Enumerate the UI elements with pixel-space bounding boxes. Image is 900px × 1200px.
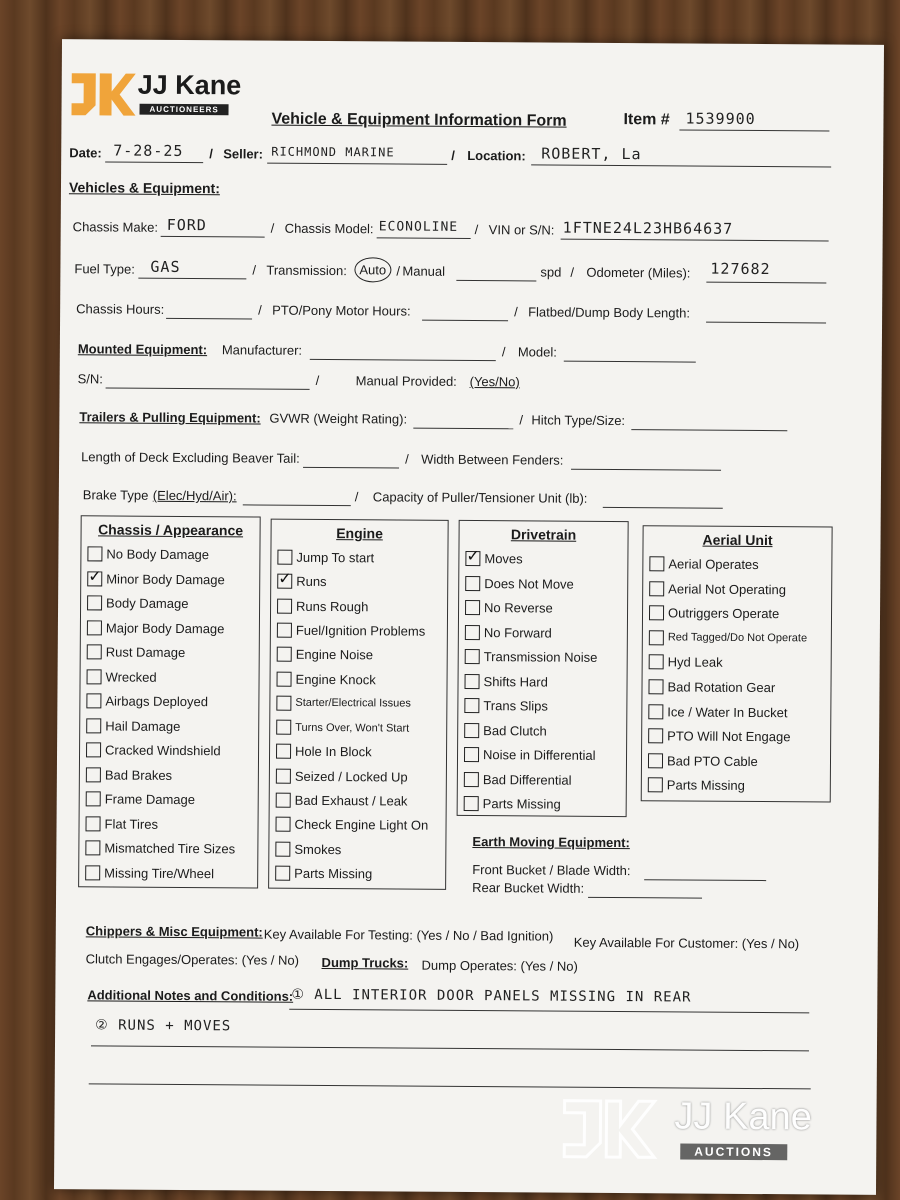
chassis-item-label: No Body Damage xyxy=(106,546,210,563)
vehicles-heading: Vehicles & Equipment: xyxy=(68,179,220,197)
chassis-item-label: Mismatched Tire Sizes xyxy=(104,840,236,857)
engine-item[interactable] xyxy=(275,866,372,882)
brake-options: (Elec/Hyd/Air): xyxy=(152,487,237,504)
engine-item[interactable] xyxy=(275,817,428,833)
capacity-label: Capacity of Puller/Tensioner Unit (lb): xyxy=(372,489,588,506)
manufacturer-label: Manufacturer: xyxy=(221,342,303,358)
aerial-item[interactable] xyxy=(648,679,775,695)
aerial-item[interactable] xyxy=(648,778,745,794)
engine-item-label: Engine Noise xyxy=(295,646,374,663)
engine-item[interactable] xyxy=(275,841,341,856)
aerial-item[interactable] xyxy=(648,704,787,720)
chassis-make-value: FORD xyxy=(166,215,207,235)
drivetrain-item-label: Noise in Differential xyxy=(482,747,596,763)
brand-sub: AUCTIONEERS xyxy=(139,104,228,116)
aerial-checkbox[interactable] xyxy=(649,581,664,596)
engine-item-label: Fuel/Ignition Problems xyxy=(295,622,426,639)
chassis-item[interactable] xyxy=(85,865,214,881)
chassis-item-label: Major Body Damage xyxy=(105,619,225,636)
aerial-checkbox[interactable] xyxy=(648,704,663,719)
chassis-checkbox[interactable] xyxy=(85,840,100,855)
watermark-logo-icon xyxy=(556,1091,667,1166)
chassis-item-label: Hail Damage xyxy=(105,717,181,734)
aerial-checkbox[interactable] xyxy=(649,655,664,670)
engine-checkbox[interactable] xyxy=(276,720,291,735)
drivetrain-section xyxy=(457,520,629,817)
engine-item[interactable] xyxy=(277,598,368,614)
watermark-name: JJ Kane xyxy=(674,1095,812,1139)
drivetrain-item[interactable] xyxy=(465,649,598,665)
drivetrain-item[interactable] xyxy=(464,747,596,763)
drivetrain-item-label: No Forward xyxy=(483,624,552,641)
chassis-item[interactable] xyxy=(87,571,225,587)
fender-width-label: Width Between Fenders: xyxy=(421,451,564,468)
engine-item-label: Seized / Locked Up xyxy=(294,768,408,785)
engine-checkbox[interactable] xyxy=(275,866,290,881)
chassis-item-label: Cracked Windshield xyxy=(105,742,221,759)
chassis-title: Chassis / Appearance xyxy=(98,521,244,539)
chassis-item-label: Rust Damage xyxy=(105,644,186,661)
aerial-checkbox[interactable] xyxy=(648,679,663,694)
chassis-checkbox[interactable] xyxy=(85,816,100,831)
aerial-item[interactable] xyxy=(649,605,779,621)
drivetrain-checkbox[interactable] xyxy=(465,600,480,615)
item-number: 1539900 xyxy=(685,109,756,128)
chassis-item-label: Frame Damage xyxy=(104,791,196,808)
chassis-item[interactable] xyxy=(86,718,180,734)
drivetrain-item-label: Parts Missing xyxy=(482,796,561,812)
engine-item-label: Runs xyxy=(296,574,327,590)
aerial-checkbox[interactable] xyxy=(648,753,663,768)
chassis-appearance-section xyxy=(78,515,261,888)
chassis-checkbox[interactable] xyxy=(87,595,102,610)
clutch-engages: Clutch Engages/Operates: (Yes / No) xyxy=(85,951,300,968)
flatbed-label: Flatbed/Dump Body Length: xyxy=(528,304,691,321)
engine-item-label: Starter/Electrical Issues xyxy=(295,697,411,710)
aerial-item[interactable] xyxy=(649,556,758,572)
drivetrain-checkbox[interactable] xyxy=(464,722,479,737)
engine-checkbox[interactable] xyxy=(277,574,292,589)
drivetrain-item[interactable] xyxy=(464,771,572,787)
engine-checkbox[interactable] xyxy=(277,647,292,662)
chassis-checkbox[interactable] xyxy=(87,571,102,586)
drivetrain-item[interactable] xyxy=(464,722,547,738)
pto-hours-label: PTO/Pony Motor Hours: xyxy=(272,302,411,319)
brand-name: JJ Kane xyxy=(137,69,242,101)
engine-checkbox[interactable] xyxy=(277,550,292,565)
engine-item-label: Hole In Block xyxy=(295,744,372,760)
chassis-checkbox[interactable] xyxy=(86,718,101,733)
spd-label: spd xyxy=(540,264,562,280)
aerial-checkbox[interactable] xyxy=(649,605,664,620)
earth-moving-heading: Earth Moving Equipment: xyxy=(472,834,630,851)
chassis-model-value: ECONOLINE xyxy=(378,219,459,235)
chassis-item-label: Flat Tires xyxy=(104,815,159,832)
chassis-item-label: Wrecked xyxy=(105,668,157,685)
chassis-item[interactable] xyxy=(86,742,221,758)
chassis-item-label: Body Damage xyxy=(106,595,189,612)
aerial-item-label: PTO Will Not Engage xyxy=(667,728,791,745)
chassis-checkbox[interactable] xyxy=(87,620,102,635)
chassis-item[interactable] xyxy=(87,620,225,636)
drivetrain-item[interactable] xyxy=(464,796,561,812)
drivetrain-item[interactable] xyxy=(465,575,574,591)
aerial-checkbox[interactable] xyxy=(649,630,664,645)
dump-trucks-heading: Dump Trucks: xyxy=(321,954,409,971)
chassis-item-label: Airbags Deployed xyxy=(105,693,209,710)
trailers-heading: Trailers & Pulling Equipment: xyxy=(79,409,261,426)
aerial-checkbox[interactable] xyxy=(649,556,664,571)
chassis-model-label: Chassis Model: xyxy=(284,220,374,237)
chassis-item[interactable] xyxy=(87,669,157,684)
aerial-item-label: Red Tagged/Do Not Operate xyxy=(667,631,808,645)
engine-item[interactable] xyxy=(277,671,376,687)
drivetrain-item[interactable] xyxy=(464,698,548,714)
notes-heading: Additional Notes and Conditions: xyxy=(87,987,294,1004)
drivetrain-item[interactable] xyxy=(465,551,522,566)
seller-label: Seller: xyxy=(223,146,264,162)
chassis-checkbox[interactable] xyxy=(86,791,101,806)
engine-checkbox[interactable] xyxy=(276,695,291,710)
drivetrain-item-label: Moves xyxy=(484,551,523,567)
chassis-checkbox[interactable] xyxy=(87,546,102,561)
engine-item-label: Engine Knock xyxy=(295,671,376,687)
aerial-checkbox[interactable] xyxy=(648,778,663,793)
engine-item-label: Jump To start xyxy=(296,549,375,566)
rear-bucket-label: Rear Bucket Width: xyxy=(472,880,585,896)
engine-checkbox[interactable] xyxy=(275,817,290,832)
drivetrain-item-label: Transmission Noise xyxy=(483,649,598,665)
chassis-checkbox[interactable] xyxy=(86,767,101,782)
drivetrain-checkbox[interactable] xyxy=(464,747,479,762)
engine-item[interactable] xyxy=(277,550,374,566)
watermark-sub: AUCTIONS xyxy=(680,1143,787,1160)
chassis-item-label: Minor Body Damage xyxy=(106,570,225,587)
drivetrain-item-label: No Reverse xyxy=(484,600,553,616)
engine-item-label: Smokes xyxy=(294,841,342,857)
engine-checkbox[interactable] xyxy=(276,744,291,759)
hitch-label: Hitch Type/Size: xyxy=(531,412,626,429)
aerial-item-label: Aerial Not Operating xyxy=(668,580,787,597)
drivetrain-checkbox[interactable] xyxy=(465,624,480,639)
front-bucket-label: Front Bucket / Blade Width: xyxy=(472,862,631,879)
chassis-hours-label: Chassis Hours: xyxy=(76,301,165,317)
engine-checkbox[interactable] xyxy=(276,793,291,808)
chassis-item-label: Missing Tire/Wheel xyxy=(104,864,215,881)
drivetrain-checkbox[interactable] xyxy=(464,796,479,811)
engine-section xyxy=(268,519,449,890)
chassis-item[interactable] xyxy=(87,644,186,660)
engine-item-label: Parts Missing xyxy=(294,865,373,882)
gvwr-label: GVWR (Weight Rating): xyxy=(269,410,408,427)
engine-item-label: Turns Over, Won't Start xyxy=(295,721,410,735)
engine-title: Engine xyxy=(336,525,383,542)
odometer-label: Odometer (Miles): xyxy=(586,264,691,281)
drivetrain-item-label: Shifts Hard xyxy=(483,673,548,690)
vin-value: 1FTNE24L23HB64637 xyxy=(562,218,734,238)
engine-item[interactable] xyxy=(276,695,411,711)
manual-provided-label: Manual Provided: xyxy=(355,373,457,389)
engine-checkbox[interactable] xyxy=(275,841,290,856)
key-customer: Key Available For Customer: (Yes / No) xyxy=(573,934,800,952)
engine-item[interactable] xyxy=(276,793,408,809)
aerial-unit-section xyxy=(641,525,833,802)
manual-provided-options: (Yes/No) xyxy=(469,373,520,390)
drivetrain-item[interactable] xyxy=(465,624,552,640)
chassis-item[interactable] xyxy=(86,693,208,709)
chassis-checkbox[interactable] xyxy=(87,669,102,684)
notes-line-2: ② RUNS + MOVES xyxy=(95,1017,232,1035)
chassis-item[interactable] xyxy=(85,840,235,856)
chassis-item[interactable] xyxy=(87,546,209,562)
location-label: Location: xyxy=(467,147,526,164)
odometer-value: 127682 xyxy=(710,259,771,279)
aerial-item-label: Bad Rotation Gear xyxy=(667,679,776,696)
drivetrain-checkbox[interactable] xyxy=(465,673,480,688)
chippers-heading: Chippers & Misc Equipment: xyxy=(85,923,263,940)
chassis-make-label: Chassis Make: xyxy=(72,219,159,235)
brake-label: Brake Type xyxy=(82,487,149,503)
fuel-label: Fuel Type: xyxy=(74,261,135,277)
engine-item-label: Bad Exhaust / Leak xyxy=(294,792,408,809)
chassis-checkbox[interactable] xyxy=(87,644,102,659)
chassis-item[interactable] xyxy=(85,816,158,832)
chassis-checkbox[interactable] xyxy=(86,693,101,708)
drivetrain-item[interactable] xyxy=(465,673,548,689)
engine-checkbox[interactable] xyxy=(277,671,292,686)
engine-item[interactable] xyxy=(277,623,425,639)
chassis-item[interactable] xyxy=(86,791,195,807)
engine-checkbox[interactable] xyxy=(276,768,291,783)
drivetrain-item-label: Trans Slips xyxy=(483,698,548,714)
chassis-item[interactable] xyxy=(86,767,172,783)
aerial-item-label: Ice / Water In Bucket xyxy=(667,703,788,720)
vin-label: VIN or S/N: xyxy=(488,222,555,238)
sn-label: S/N: xyxy=(77,371,104,387)
drivetrain-checkbox[interactable] xyxy=(464,771,479,786)
engine-item-label: Runs Rough xyxy=(296,598,369,614)
drivetrain-item[interactable] xyxy=(465,600,553,616)
dump-operates: Dump Operates: (Yes / No) xyxy=(421,957,578,974)
jj-kane-logo-icon xyxy=(65,61,135,123)
mounted-heading: Mounted Equipment: xyxy=(77,341,208,358)
notes-line-1: ① ALL INTERIOR DOOR PANELS MISSING IN REAR xyxy=(291,986,692,1006)
drivetrain-checkbox[interactable] xyxy=(465,575,480,590)
transmission-manual: Manual xyxy=(402,263,446,279)
aerial-item-label: Hyd Leak xyxy=(667,654,723,671)
engine-item[interactable] xyxy=(277,574,326,589)
aerial-item-label: Parts Missing xyxy=(666,777,745,794)
chassis-item-label: Bad Brakes xyxy=(104,766,173,783)
transmission-auto-circled: Auto xyxy=(354,257,391,282)
deck-label: Length of Deck Excluding Beaver Tail: xyxy=(81,449,300,466)
aerial-item-label: Bad PTO Cable xyxy=(666,753,758,769)
drivetrain-item-label: Bad Differential xyxy=(482,771,572,788)
form-paper: JJ Kane AUCTIONEERS Vehicle & Equipment Information Form Item # 1539900 Date: 7-28-25 / Seller: RICHMOND MARINE / Location: ROBERT, La Vehicles & Equipment: Chassis Make: FORD / Chassis Model: ECONOLINE / VIN or S/N: 1FTNE24L23HB64637 Fuel Type: GAS / Transmission: Auto / Manual spd / Odometer (Miles): 127682 Chassis Hours: / PTO/Pony Motor Hours: / Flatbed/Dump Body Length: Mounted Equipment: Manufacturer: / Model: S/N: / Manual Provided: (Yes/No) Trailers & Pulling Equipment: GVWR (Weight Rating): / Hitch Type/Size: Length of Deck Excluding Beaver Tail: / Width Between Fenders: Brake Type (Elec/Hyd/Air): / Capacity of Puller/Tensioner Unit (lb): Chassis / Appearance No Body Damage ✓ Minor Body Damage Body Damage Major Body Damage Rust Damage Wrecked Airbags Deployed Hail Damage Cracked Windshield Bad Brakes Frame Damage Flat Tires Mismatched Tire Sizes Missing Tire/Wheel Engine Jump To start ✓ Runs Runs Rough Fuel/Ignition Problems Engine Noise Engine Knock Starter/Electrical Issues Turns Over, Won't Start Hole In Block Seized / Locked Up Bad Exhaust / Leak Check Engine Light On Smokes Parts Missing Drivetrain ✓ Moves Does Not Move No Reverse No Forward Transmission Noise Shifts Hard Trans Slips Bad Clutch Noise in Differential Bad Differential Parts Missing Aerial Unit Aerial Operates Aerial Not Operating Outriggers Operate Red Tagged/Do Not Operate Hyd Leak Bad Rotation Gear Ice / Water In Bucket PTO Will Not Engage Bad PTO Cable Parts Missing Earth Moving Equipment: Front Bucket / Blade Width: Rear Bucket Width: Chippers & Misc Equipment: Key Available For Testing: (Yes / No / Bad Ignition) Key Available For Customer: (Yes / No) Clutch Engages/Operates: (Yes / No) Dump Trucks: Dump Operates: (Yes / No) Additional Notes and Conditions: ① ALL INTERIOR DOOR PANELS MISSING IN REAR ② RUNS + MOVES JJ Kane AUCTIONS xyxy=(54,39,884,1195)
form-title: Vehicle & Equipment Information Form xyxy=(271,110,567,130)
model-label: Model: xyxy=(517,344,557,360)
seller-value: RICHMOND MARINE xyxy=(271,144,395,160)
location-value: ROBERT, La xyxy=(541,144,642,164)
date-value: 7-28-25 xyxy=(113,141,184,160)
date-label: Date: xyxy=(69,145,102,161)
drivetrain-item-label: Bad Clutch xyxy=(483,722,547,739)
aerial-item[interactable] xyxy=(649,581,786,597)
drivetrain-item-label: Does Not Move xyxy=(484,575,574,592)
aerial-item-label: Aerial Operates xyxy=(668,556,759,573)
engine-checkbox[interactable] xyxy=(277,623,292,638)
item-label: Item # xyxy=(623,111,670,129)
engine-item[interactable] xyxy=(276,720,409,736)
engine-item-label: Check Engine Light On xyxy=(294,817,429,834)
fuel-value: GAS xyxy=(150,257,181,276)
aerial-item[interactable] xyxy=(648,753,758,769)
aerial-item-label: Outriggers Operate xyxy=(667,605,780,622)
engine-item[interactable] xyxy=(276,744,372,760)
chassis-checkbox[interactable] xyxy=(86,742,101,757)
drivetrain-checkbox[interactable] xyxy=(465,551,480,566)
engine-item[interactable] xyxy=(276,768,408,784)
aerial-title: Aerial Unit xyxy=(702,531,773,549)
key-testing: Key Available For Testing: (Yes / No / Bad Ignition) xyxy=(263,926,554,944)
drivetrain-checkbox[interactable] xyxy=(464,698,479,713)
engine-item[interactable] xyxy=(277,647,373,663)
drivetrain-checkbox[interactable] xyxy=(465,649,480,664)
aerial-item[interactable] xyxy=(648,728,790,744)
transmission-label: Transmission: xyxy=(266,262,347,279)
aerial-item[interactable] xyxy=(649,655,723,671)
drivetrain-title: Drivetrain xyxy=(510,526,577,543)
chassis-checkbox[interactable] xyxy=(85,865,100,880)
aerial-item[interactable] xyxy=(649,630,807,646)
chassis-item[interactable] xyxy=(87,595,188,611)
aerial-checkbox[interactable] xyxy=(648,728,663,743)
engine-checkbox[interactable] xyxy=(277,598,292,613)
